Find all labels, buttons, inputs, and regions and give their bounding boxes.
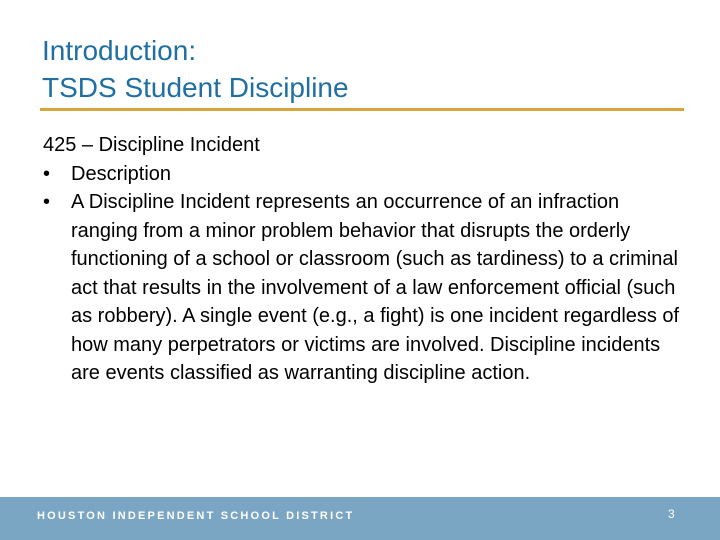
title-line-1: Introduction:	[42, 35, 197, 66]
bullet-text: Description	[71, 162, 172, 185]
slide-title	[42, 32, 682, 106]
footer-organization: HOUSTON INDEPENDENT SCHOOL DISTRICT	[37, 510, 355, 522]
section-heading: 425 – Discipline Incident	[43, 134, 260, 156]
page-number: 3	[668, 507, 675, 521]
bullet-definition	[43, 188, 683, 388]
slide-content	[43, 131, 683, 388]
bullet-marker: •	[43, 162, 51, 185]
title-line-2: TSDS Student Discipline	[42, 72, 349, 103]
footer-bar	[0, 497, 720, 540]
bullet-text: A Discipline Incident represents an occurrence of an infraction ranging from a minor problem behavior that disrupts the orderly functioning of a school or classroom (such as tardiness) to a criminal act that results in the involvement of a law enforcement official (such as robbery). A single event (e.g., a fight) is one incident regardless of how many perpetrators or victims are involved. Discipline incidents are events classified as warranting discipline action.	[71, 191, 680, 384]
bullet-marker: •	[43, 191, 51, 213]
title-divider	[40, 108, 684, 111]
bullet-description	[43, 160, 683, 189]
